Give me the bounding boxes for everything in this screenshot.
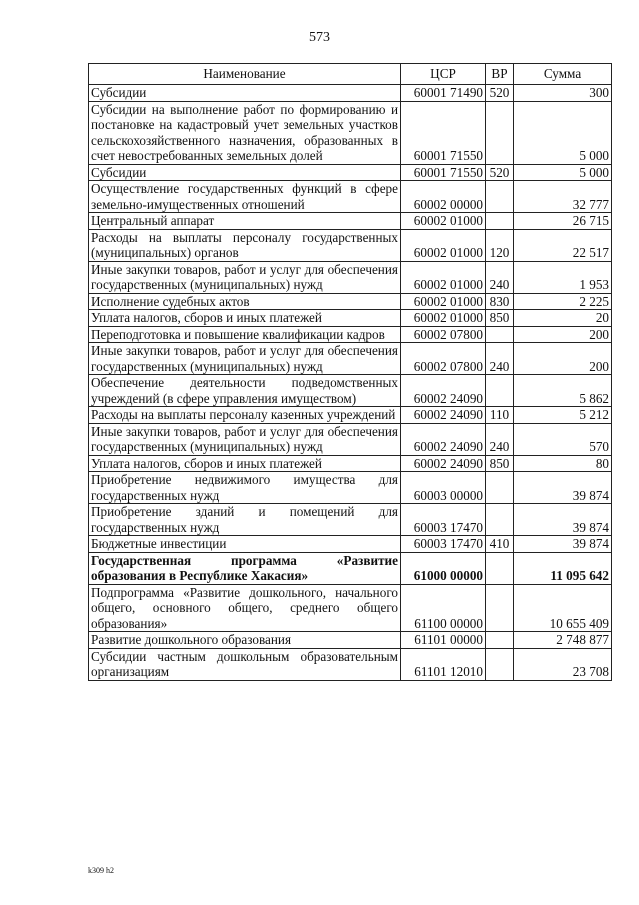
row-csr-cell: 60001 71550: [401, 101, 486, 164]
table-row: [89, 632, 612, 649]
row-vr-cell: 120: [486, 229, 514, 261]
row-vr-cell: [486, 648, 514, 680]
row-sum-cell: 39 874: [514, 536, 612, 553]
row-sum-cell: 5 000: [514, 101, 612, 164]
row-csr-cell: 61100 00000: [401, 584, 486, 632]
table-row: [89, 101, 612, 164]
table-header-row: [89, 64, 612, 85]
row-sum-cell: 5 000: [514, 164, 612, 181]
row-vr-cell: 240: [486, 343, 514, 375]
row-sum-cell: 5 862: [514, 375, 612, 407]
row-sum-cell: 200: [514, 326, 612, 343]
column-header-csr: ЦСР: [401, 64, 486, 85]
table-row: [89, 536, 612, 553]
row-csr-cell: 60002 01000: [401, 229, 486, 261]
table-row: [89, 310, 612, 327]
row-sum-cell: 11 095 642: [514, 552, 612, 584]
row-name-cell: Приобретение зданий и помещений для государственных нужд: [89, 504, 401, 536]
table-row: [89, 455, 612, 472]
row-vr-cell: [486, 504, 514, 536]
table-row: [89, 343, 612, 375]
row-name-cell: Обеспечение деятельности подведомственных учреждений (в сфере управления имуществом): [89, 375, 401, 407]
row-sum-cell: 39 874: [514, 472, 612, 504]
table-row: [89, 261, 612, 293]
row-vr-cell: [486, 632, 514, 649]
table-row: [89, 293, 612, 310]
row-vr-cell: [486, 101, 514, 164]
row-sum-cell: 26 715: [514, 213, 612, 230]
row-sum-cell: 39 874: [514, 504, 612, 536]
row-csr-cell: 60003 17470: [401, 536, 486, 553]
page-number: 573: [309, 30, 330, 45]
row-name-cell: Государственная программа «Развитие образования в Республике Хакасия»: [89, 552, 401, 584]
table-body: [89, 85, 612, 681]
row-csr-cell: 60002 24090: [401, 407, 486, 424]
row-vr-cell: 830: [486, 293, 514, 310]
table-row: [89, 423, 612, 455]
row-csr-cell: 60002 01000: [401, 213, 486, 230]
row-name-cell: Иные закупки товаров, работ и услуг для обеспечения государственных (муниципальных) нужд: [89, 261, 401, 293]
row-vr-cell: [486, 213, 514, 230]
row-sum-cell: 23 708: [514, 648, 612, 680]
row-csr-cell: 61101 00000: [401, 632, 486, 649]
row-sum-cell: 32 777: [514, 181, 612, 213]
row-sum-cell: 20: [514, 310, 612, 327]
row-csr-cell: 60003 00000: [401, 472, 486, 504]
table-row: [89, 472, 612, 504]
table-row: [89, 181, 612, 213]
footer-code: k309 h2: [88, 866, 114, 875]
row-vr-cell: 850: [486, 455, 514, 472]
row-name-cell: Иные закупки товаров, работ и услуг для обеспечения государственных (муниципальных) нужд: [89, 343, 401, 375]
row-name-cell: Уплата налогов, сборов и иных платежей: [89, 455, 401, 472]
budget-table: [88, 63, 612, 681]
row-csr-cell: 60001 71490: [401, 85, 486, 102]
row-name-cell: Бюджетные инвестиции: [89, 536, 401, 553]
row-csr-cell: 61000 00000: [401, 552, 486, 584]
table-row: [89, 375, 612, 407]
row-sum-cell: 5 212: [514, 407, 612, 424]
table-row: [89, 648, 612, 680]
row-name-cell: Иные закупки товаров, работ и услуг для обеспечения государственных (муниципальных) нужд: [89, 423, 401, 455]
row-name-cell: Субсидии: [89, 85, 401, 102]
row-name-cell: Субсидии: [89, 164, 401, 181]
row-sum-cell: 2 748 877: [514, 632, 612, 649]
row-vr-cell: 850: [486, 310, 514, 327]
row-vr-cell: [486, 552, 514, 584]
row-sum-cell: 22 517: [514, 229, 612, 261]
row-csr-cell: 60002 24090: [401, 423, 486, 455]
row-csr-cell: 60002 00000: [401, 181, 486, 213]
table-row: [89, 85, 612, 102]
row-sum-cell: 2 225: [514, 293, 612, 310]
table-row: [89, 213, 612, 230]
row-name-cell: Центральный аппарат: [89, 213, 401, 230]
row-vr-cell: 520: [486, 164, 514, 181]
row-csr-cell: 60002 01000: [401, 261, 486, 293]
row-sum-cell: 570: [514, 423, 612, 455]
row-name-cell: Приобретение недвижимого имущества для государственных нужд: [89, 472, 401, 504]
row-vr-cell: [486, 584, 514, 632]
row-csr-cell: 60001 71550: [401, 164, 486, 181]
table-row: [89, 326, 612, 343]
table-row: [89, 164, 612, 181]
table-row: [89, 504, 612, 536]
row-name-cell: Исполнение судебных актов: [89, 293, 401, 310]
row-csr-cell: 60002 07800: [401, 326, 486, 343]
table-row: [89, 552, 612, 584]
column-header-sum: Сумма: [514, 64, 612, 85]
row-sum-cell: 10 655 409: [514, 584, 612, 632]
column-header-name: Наименование: [89, 64, 401, 85]
row-name-cell: Осуществление государственных функций в сфере земельно-имущественных отношений: [89, 181, 401, 213]
row-name-cell: Расходы на выплаты персоналу государственных (муниципальных) органов: [89, 229, 401, 261]
row-vr-cell: [486, 375, 514, 407]
table-row: [89, 407, 612, 424]
row-name-cell: Уплата налогов, сборов и иных платежей: [89, 310, 401, 327]
row-vr-cell: 520: [486, 85, 514, 102]
row-csr-cell: 60002 24090: [401, 455, 486, 472]
row-vr-cell: [486, 326, 514, 343]
row-vr-cell: 410: [486, 536, 514, 553]
row-name-cell: Расходы на выплаты персоналу казенных учреждений: [89, 407, 401, 424]
row-sum-cell: 200: [514, 343, 612, 375]
row-vr-cell: [486, 472, 514, 504]
row-vr-cell: 240: [486, 261, 514, 293]
row-csr-cell: 61101 12010: [401, 648, 486, 680]
row-csr-cell: 60002 01000: [401, 310, 486, 327]
row-sum-cell: 1 953: [514, 261, 612, 293]
row-vr-cell: [486, 181, 514, 213]
row-name-cell: Подпрограмма «Развитие дошкольного, начального общего, основного общего, среднего общего образования»: [89, 584, 401, 632]
row-name-cell: Субсидии частным дошкольным образовательным организациям: [89, 648, 401, 680]
row-vr-cell: 240: [486, 423, 514, 455]
table-row: [89, 584, 612, 632]
row-sum-cell: 80: [514, 455, 612, 472]
row-name-cell: Переподготовка и повышение квалификации кадров: [89, 326, 401, 343]
table-row: [89, 229, 612, 261]
row-sum-cell: 300: [514, 85, 612, 102]
row-csr-cell: 60002 24090: [401, 375, 486, 407]
row-name-cell: Субсидии на выполнение работ по формированию и постановке на кадастровый учет земельных участков сельскохозяйственного назначения, образованных в счет невостребованных земельных долей: [89, 101, 401, 164]
row-vr-cell: 110: [486, 407, 514, 424]
column-header-vr: ВР: [486, 64, 514, 85]
row-csr-cell: 60002 07800: [401, 343, 486, 375]
row-csr-cell: 60003 17470: [401, 504, 486, 536]
row-csr-cell: 60002 01000: [401, 293, 486, 310]
row-name-cell: Развитие дошкольного образования: [89, 632, 401, 649]
